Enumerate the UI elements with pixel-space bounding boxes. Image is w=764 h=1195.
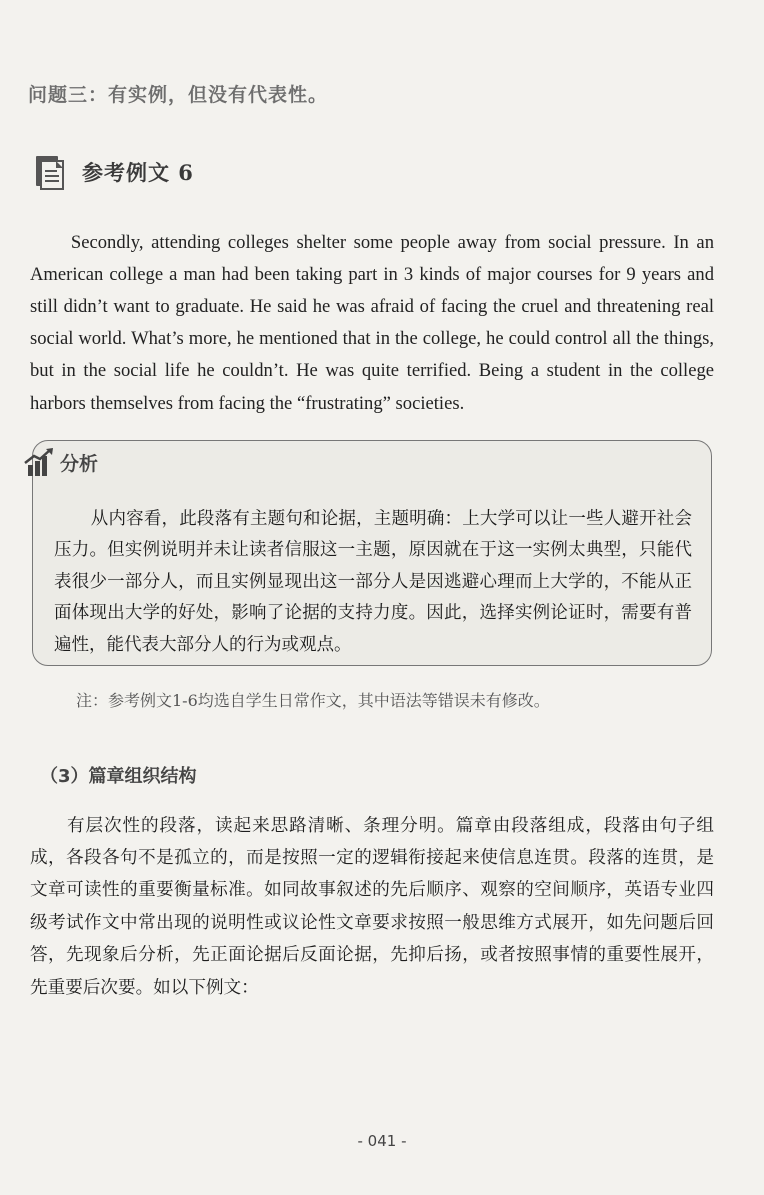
bar-chart-icon [22,447,56,477]
footnote: 注：参考例文1-6均选自学生日常作文，其中语法等错误未有修改。 [76,691,550,710]
sample-essay-paragraph: Secondly, attending colleges shelter some people away from social pressure. In an American college a man had been taking part in 3 kinds of major courses for 9 years and still didn’t want to graduate. He said he was afraid of facing the cruel and threatening real social world. What’s more, he mentioned that in the college, he could control all the things, but in the social life he couldn’t. He was quite terrified. Being a student in the college harbors themselves from facing the “frustrating” societies. [30,231,714,414]
analysis-text: 从内容看，此段落有主题句和论据，主题明确：上大学可以让一些人避开社会压力。但实例说明并未让读者信服这一主题，原因就在于这一实例太典型，只能代表很少一部分人，而且实例显现出这一部分人是因逃避心理而上大学的，不能从正面体现出大学的好处，影响了论据的支持力度。因此，选择实例论证时，需要有普遍性，能代表大部分人的行为或观点。 [54,508,692,655]
analysis-label: 分析 [60,452,99,475]
subsection-paragraph: 有层次性的段落，读起来思路清晰、条理分明。篇章由段落组成，段落由句子组成，各段各句不是孤立的，而是按照一定的逻辑衔接起来使信息连贯。段落的连贯，是文章可读性的重要衡量标准。如同故事叙述的先后顺序、观察的空间顺序，英语专业四级考试作文中常出现的说明性或议论性文章要求按照一般思维方式展开，如先问题后回答，先现象后分析，先正面论据后反面论据，先抑后扬，或者按照事情的重要性展开，先重要后次要。如以下例文： [30,815,714,998]
reference-example-header [32,152,194,192]
reference-example-title: 参考例文 6 [82,160,194,185]
page-number: - 041 - [357,1132,407,1150]
problem-heading: 问题三：有实例，但没有代表性。 [28,84,329,106]
analysis-header [22,446,98,478]
document-icon [32,152,72,192]
subsection-heading: （3）篇章组织结构 [40,766,197,787]
